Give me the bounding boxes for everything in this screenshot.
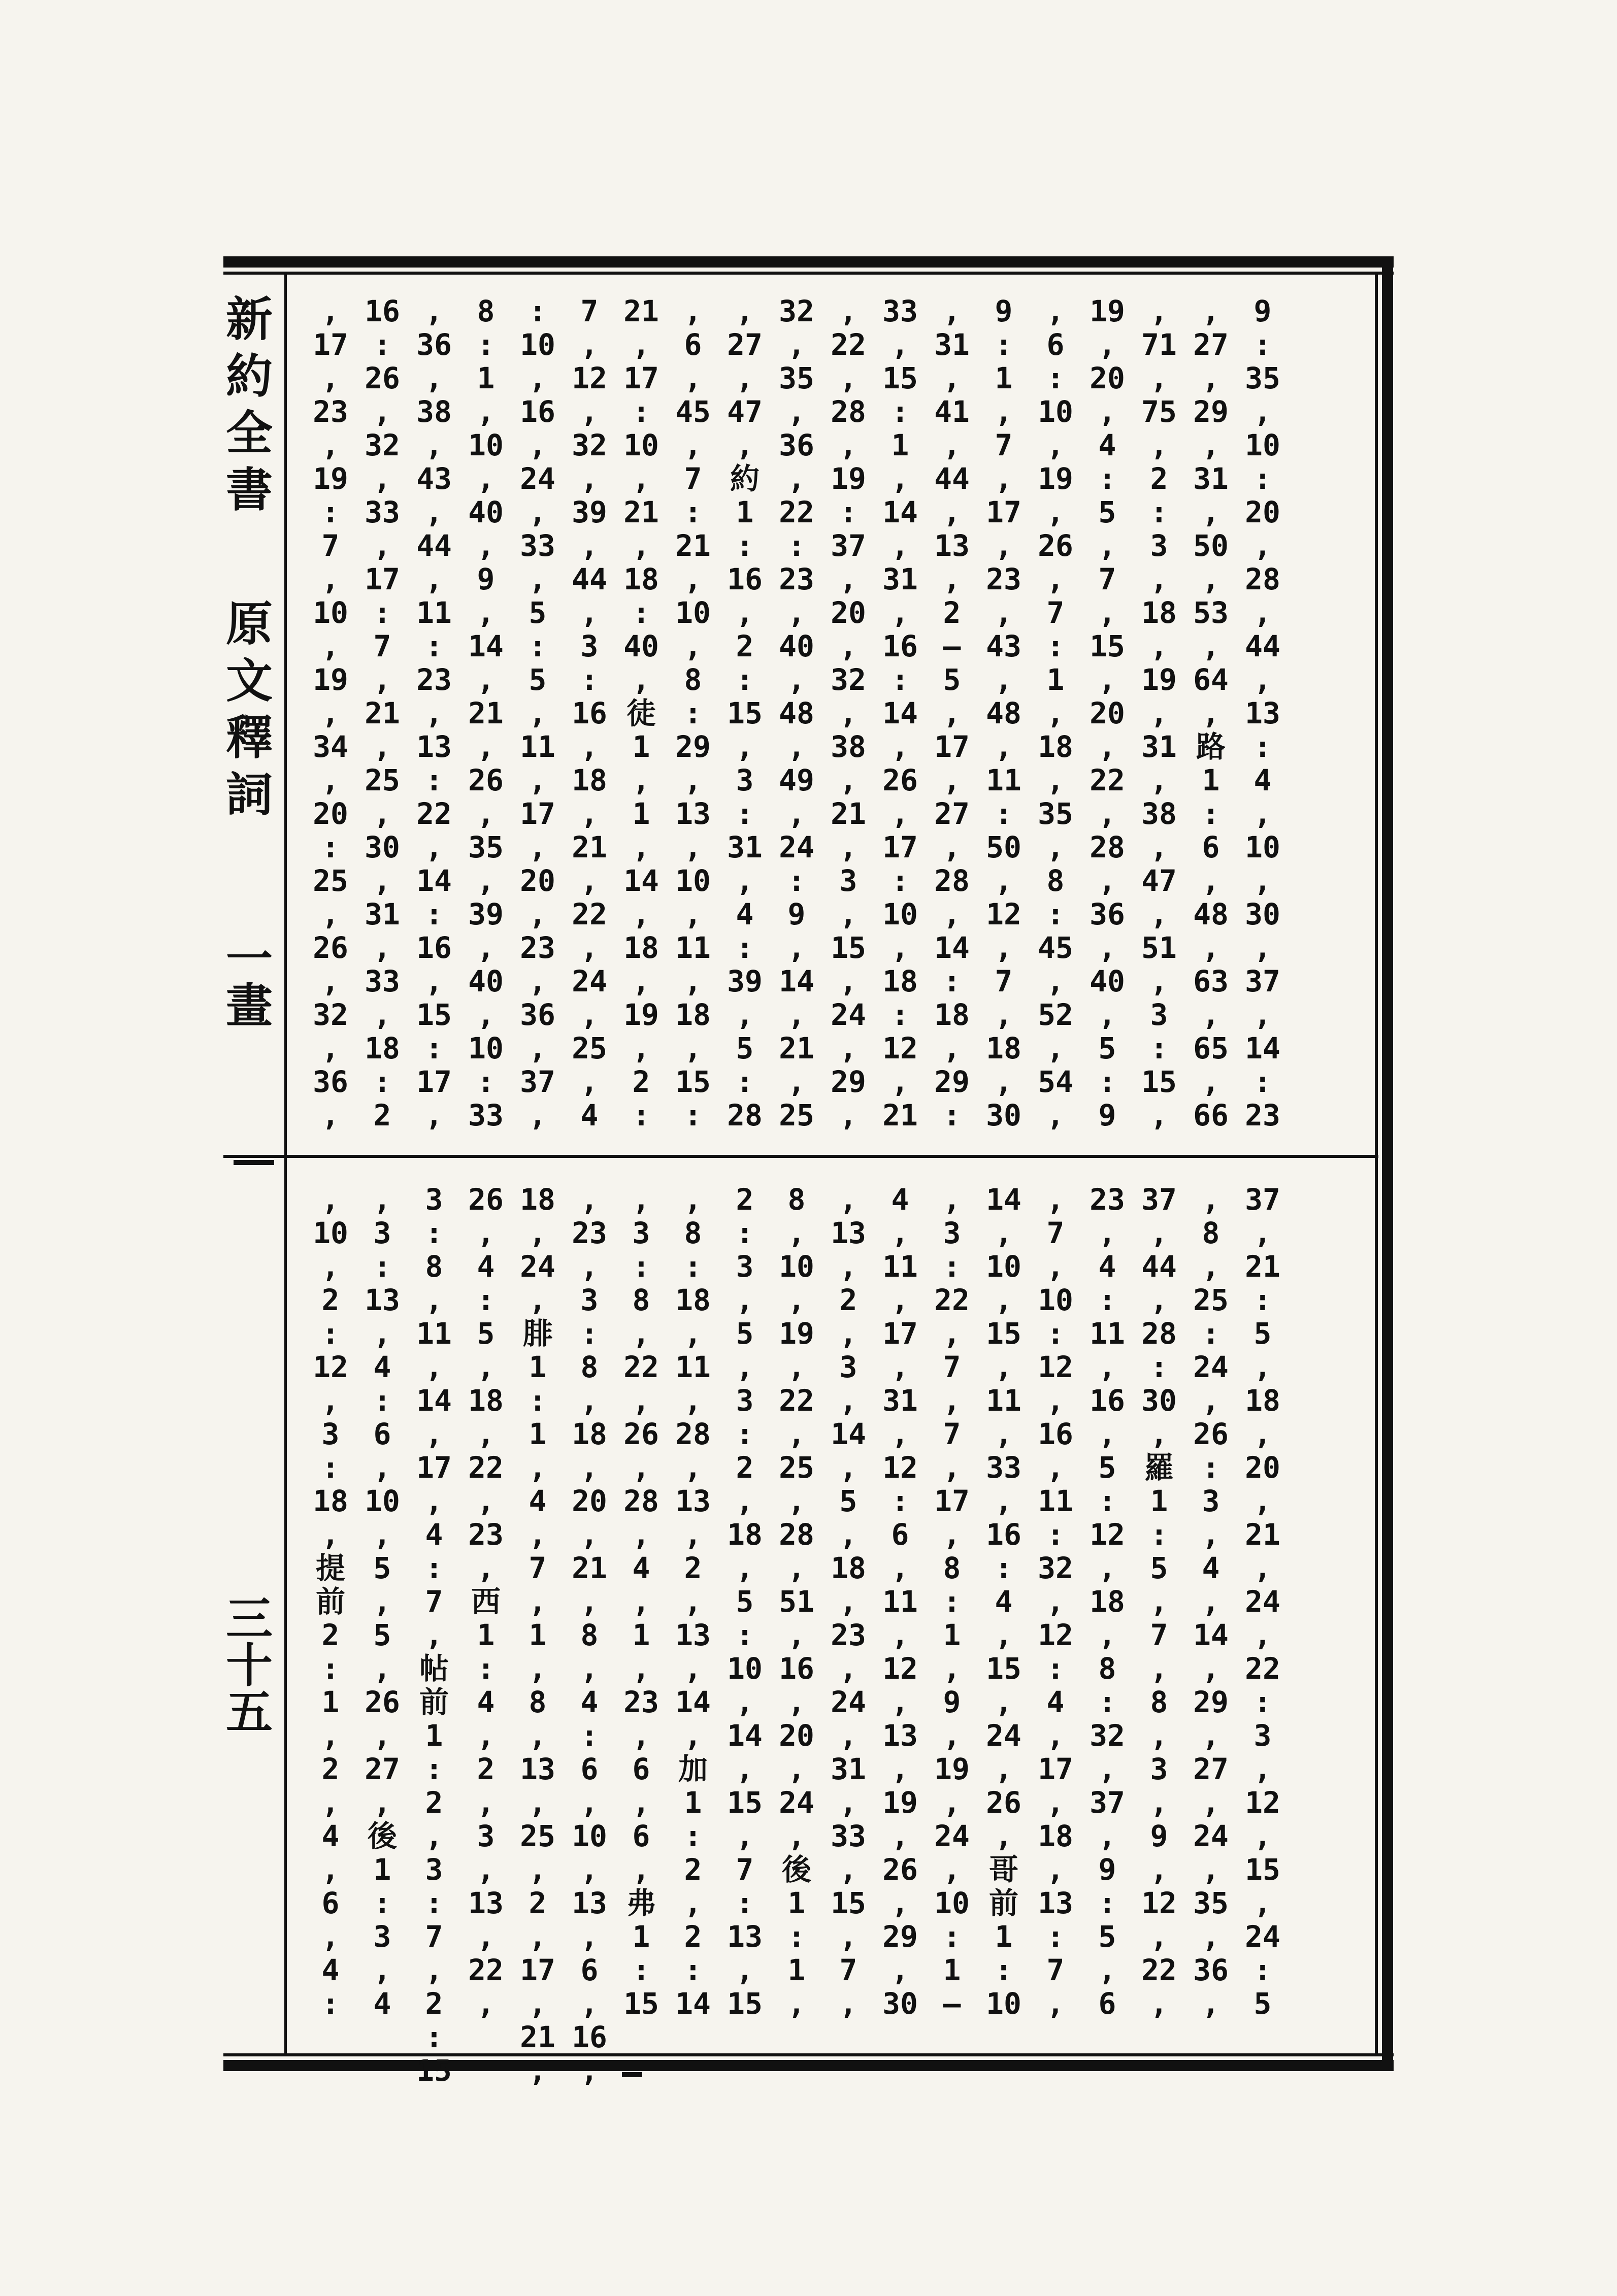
reference-column: 19 , 20 , 4 : 5 , 7 , 15 , 20 , 22 , 28 , 36 , 40 , 5 : 9 bbox=[1090, 294, 1125, 1133]
frame-top-thin-rule bbox=[223, 272, 1394, 275]
reference-column: 23 , 4 : 11 , 16 , 5 : 12 , 18 , 8 : 32 , 37 , 9 : 5 , 6 bbox=[1090, 1182, 1125, 2021]
reference-column: , 8 : 18 , 11 , 28 , 13 , 2 , 13 , 14 , 加 1 : 2 , 2 : 14 bbox=[675, 1182, 711, 2021]
reference-column: 3 : 8 , 11 , 14 , 17 , 4 : 7 , 帖 前 1 : 2 , 3 : 7 , 2 : 15 bbox=[416, 1182, 452, 2088]
section-label: 原文釋詞 bbox=[218, 599, 273, 826]
margin-dash bbox=[234, 1160, 274, 1165]
reference-column: , 27 , 47 , 約 1 : 16 , 2 : 15 , 3 : 31 , 4 : 39 , 5 : 28 bbox=[727, 294, 763, 1133]
frame-right-rule bbox=[1382, 256, 1393, 2071]
reference-column: 32 , 35 , 36 , 22 : 23 , 40 , 48 , 49 , 24 : 9 , 14 , 21 , 25 bbox=[779, 294, 814, 1133]
reference-column: , 3 : 8 , 22 , 26 , 28 , 4 , 1 , 23 , 6 , 6 , 弗 1 : 15 bbox=[623, 1182, 659, 2021]
page-number: 三十五 bbox=[218, 1594, 273, 1734]
reference-column: 33 , 15 : 1 , 14 , 31 , 16 : 14 , 26 , 17 : 10 , 18 : 12 , 21 bbox=[882, 294, 918, 1133]
reference-column: , 13 , 2 , 3 , 14 , 5 , 18 , 23 , 24 , 31 , 33 , 15 , 7 , bbox=[831, 1182, 866, 2021]
reference-column: , 3 : 22 , 7 , 7 , 17 , 8 : 1 , 9 , 19 , 24 , 10 : 1 — bbox=[934, 1182, 970, 2021]
reference-column: , 71 , 75 , 2 : 3 , 18 , 19 , 31 , 38 , 47 , 51 , 3 : 15 , bbox=[1141, 294, 1177, 1133]
book-title: 新約全書 bbox=[218, 294, 273, 522]
reference-column: , 22 , 28 , 19 : 37 , 20 , 32 , 38 , 21 , 3 , 15 , 24 , 29 , bbox=[831, 294, 866, 1133]
bottom-reference-block bbox=[305, 1183, 1371, 2087]
reference-column: 4 , 11 , 17 , 31 , 12 : 6 , 11 , 12 , 13 , 19 , 26 , 29 , 30 bbox=[882, 1182, 918, 2021]
reference-column: , 6 , 45 , 7 : 21 , 10 , 8 : 29 , 13 , 10 , 11 , 18 , 15 : bbox=[675, 294, 711, 1133]
reference-column: , 8 , 25 : 24 , 26 : 3 , 4 , 14 , 29 , 27 , 24 , 35 , 36 , bbox=[1193, 1182, 1229, 2021]
reference-column: , 31 , 41 , 44 , 13 , 2 — 5 , 17 , 27 , 28 , 14 : 18 , 29 : bbox=[934, 294, 970, 1133]
reference-column: 21 , 17 : 10 , 21 , 18 : 40 , 徒 1 , 1 , 14 , 18 , 19 , 2 : bbox=[623, 294, 659, 1133]
reference-column: : 10 , 16 , 24 , 33 , 5 : 5 , 11 , 17 , 20 , 23 , 36 , 37 , bbox=[520, 294, 555, 1133]
reference-column: 8 , 10 , 19 , 22 , 25 , 28 , 51 , 16 , 20 , 24 , 後 1 : 1 , bbox=[779, 1182, 814, 2021]
reference-column: 8 : 1 , 10 , 40 , 9 , 14 , 21 , 26 , 35 , 39 , 40 , 10 : 33 bbox=[468, 294, 504, 1133]
frame-top-rule bbox=[223, 256, 1394, 268]
top-reference-block bbox=[305, 294, 1371, 1132]
reference-column: 9 : 1 , 7 , 17 , 23 , 43 , 48 , 11 : 50 , 12 , 7 , 18 , 30 bbox=[986, 294, 1021, 1133]
reference-column: 37 , 21 : 5 , 18 , 20 , 21 , 24 , 22 : 3 , 12 , 15 , 24 : 5 bbox=[1245, 1182, 1280, 2021]
reference-column: 14 , 10 , 15 , 11 , 33 , 16 : 4 , 15 , 24 , 26 , 哥 前 1 : 10 bbox=[986, 1182, 1021, 2021]
reference-column: 16 : 26 , 32 , 33 , 17 : 7 , 21 , 25 , 30 , 31 , 33 , 18 : 2 bbox=[365, 294, 400, 1133]
reference-column: 7 , 12 , 32 , 39 , 44 , 3 : 16 , 18 , 21 , 22 , 24 , 25 , 4 bbox=[572, 294, 607, 1133]
margin-rule bbox=[284, 272, 287, 2056]
bottom-center-mark bbox=[622, 2072, 642, 2077]
stroke-section: 一畫 bbox=[218, 934, 273, 1027]
reference-column: 2 : 3 , 5 , 3 : 2 , 18 , 5 : 10 , 14 , 15 , 7 : 13 , 15 bbox=[727, 1182, 763, 2021]
frame-right-thin-rule bbox=[1375, 272, 1378, 2056]
reference-column: 9 : 35 , 10 : 20 , 28 , 44 , 13 : 4 , 10 , 30 , 37 , 14 : 23 bbox=[1245, 294, 1280, 1133]
reference-column: , 27 , 29 , 31 , 50 , 53 , 64 , 路 1 : 6 , 48 , 63 , 65 , 66 bbox=[1193, 294, 1229, 1133]
reference-column: , 17 , 23 , 19 : 7 , 10 , 19 , 34 , 20 : 25 , 26 , 32 , 36 , bbox=[313, 294, 348, 1133]
reference-column: , 10 , 2 : 12 , 3 : 18 , 提 前 2 : 1 , 2 , 4 , 6 , 4 : bbox=[313, 1182, 348, 2021]
reference-column: , 6 : 10 , 19 , 26 , 7 : 1 , 18 , 35 , 8 : 45 , 52 , 54 , bbox=[1038, 294, 1073, 1133]
reference-column: , 36 , 38 , 43 , 44 , 11 : 23 , 13 : 22 , 14 : 16 , 15 : 17 , bbox=[416, 294, 452, 1133]
reference-column: , 3 : 13 , 4 : 6 , 10 , 5 , 5 , 26 , 27 , 後 1 : 3 , 4 bbox=[365, 1182, 400, 2021]
half-page-divider bbox=[223, 1155, 1378, 1158]
reference-column: , 23 , 3 : 8 , 18 , 20 , 21 , 8 , 4 : 6 , 10 , 13 , 6 , 16 , bbox=[572, 1182, 607, 2088]
reference-column: , 7 , 10 : 12 , 16 , 11 : 32 , 12 : 4 , 17 , 18 , 13 : 7 , bbox=[1038, 1182, 1073, 2021]
reference-column: 26 , 4 : 5 , 18 , 22 , 23 , 西 1 : 4 , 2 , 3 , 13 , 22 , bbox=[468, 1182, 504, 2021]
reference-column: 37 , 44 , 28 : 30 , 羅 1 : 5 , 7 , 8 , 3 , 9 , 12 , 22 , bbox=[1141, 1182, 1177, 2021]
reference-column: 18 , 24 , 腓 1 : 1 , 4 , 7 , 1 , 8 , 13 , 25 , 2 , 17 , 21 , bbox=[520, 1182, 555, 2088]
